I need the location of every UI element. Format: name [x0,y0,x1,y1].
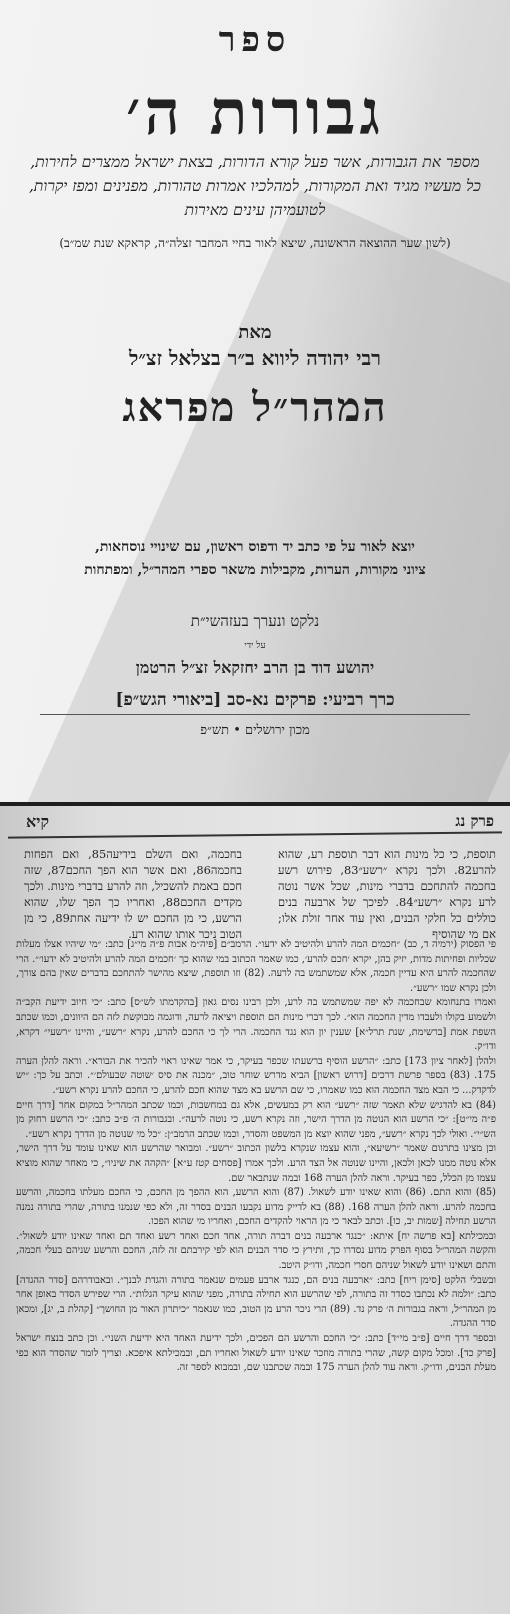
title-page-photo [0,0,510,802]
text-page-photo [0,806,510,1614]
footnote-paragraph: ובספר דרך חיים [פ״ב מי״ד] כתב: ״כי החכם והרשע הם הפכים, ולכך ידיעת האחד היא ידיעת השני״. וכן כתב בנצח ישראל [פרק כד]. ומכל מקום קשה, שהרי בתורה מוזכר שאינו יודע לשאול ואחריו תם, ובמכילתא איפכא. וצריך לומר שהסדר הוא כפי מעלת הבנים, ודו״ק. וראה עוד להלן הערה 175 ובמה שכתבנו שם, ובמבוא לספר זה. [16,1333,496,1374]
edition-intro [0,536,510,582]
page-number: קיא [26,812,50,831]
divider [40,714,470,715]
editor-name: יהושע דוד בן הרב יחזקאל זצ״ל הרטמן [135,658,375,677]
footnote-paragraph: וכן מצינו בתרגום שאמר ״רשיעא״, והוא עצמו שנקרא בלשון הכתוב ״רשע״. ומבואר שהרשע הוא שאינו עומד על דרך הישר, אלא נוטה ממנו לכאן ולכאן, והיינו שנוטה אל הצד הרע. ולכך אמרו [פסחים קטז ע״א] ״הקהה את שיניו״, כי מאחר שהוא מוציא עצמו מן הכלל, כפר בעיקר. וראה להלן הערה 168 ובמה שנתבאר שם. [16,1143,496,1184]
author-title: המהר״ל מפראג [122,384,388,431]
compiled-line: נלקט ונערך בעזהשי״ת [190,612,320,630]
publisher-line: מכון ירושלים • תש״פ [200,723,310,738]
footnote-paragraph: ובמכילתא [בא פרשה יח] איתא: ״כנגד ארבעה בנים דברה תורה, אחד חכם ואחד רשע ואחד תם ואחד שאינו יודע לשאול״. והקשה המהר״ל בסוף הפרק מדוע נסדרו כך, ותירץ כי סדר הבנים הוא לפי קירבתם זה לזה, החכם והרשע שניהם בעלי חכמה, והתם ושאינו יודע לשאול שניהם חסרי חכמה, ודו״ק היטב. [16,1230,496,1272]
footnotes [16,938,496,1606]
footnote-paragraph: (84) בא להדגיש שלא תאמר שזה ״רשע״ הוא רק במעשים, אלא גם במחשבות, וכמו שכתב המהר״ל במקום אחר [דרך חיים פ״ה מי״ט]: ״כי הרשע הוא הנוטה מן הדרך הישר, וזה נקרא רשע, כי נוטה לרעה״. ובגבורות ה׳ פ״ב כתב: ״כי הרשע רחוק מן הש״י״. ואולי לכך נקרא ״רשע״, מפני שהוא יוצא מן המשפט והסדר, וכמו שכתב הרמב״ן: ״כל מי שנוטה מן הדרך נקרא רשע״. [16,1099,496,1140]
book-title: גבורות ה׳ [126,76,384,149]
book-description [0,150,510,222]
main-text [20,846,496,941]
first-edition-note: (לשון שער ההוצאה הראשונה, שיצא לאור בחיי המחבר זצלה״ה, קראקא שנת שמ״ב) [59,236,451,250]
footnote-paragraph: ולהלן [לאחר ציון 173] כתב: ״הרשע הוסיף ברשעתו שכפר בעיקר, כי אמר שאינו ראוי להכיר את הבורא״. וראה להלן הערה 175. (83) בספר פרשת דרכים [דרוש ראשון] הביא מדרש שוחר טוב, ״מכנה את סיס ׳שוטה שבעולם׳״. וכתב על כך: ״יש לדקדק... כי הבא מצד החכמה הוא כמו שאמרו, כי שם הרשע בא מצד שהוא חכם להרע, כי החכם להרע נקרא רשע״. [16,1055,496,1096]
from-label: מאת [238,322,272,343]
main-text-column-right: תוספת, כי כל מינות הוא דבר תוספת רע, שהוא להרע82. ולכך נקרא ״רשע״83, פירוש רשע בחכמה להתחכם בדברי מינות, שכל אשר נוטה לרע נקרא ״רשע״84. לפיכך של ארבעה בנים כוללים כל חלקי הבנים, ואין עוד אחר זולת אלו; אם מי שהוסיף [278,847,496,941]
footnote-paragraph: (85) והוא התם. (86) והוא שאינו יודע לשאול. (87) והוא הרשע, הוא ההפך מן החכם, כי החכם מעלתו בחכמה, והרשע בחכמה להרע. וראה להלן הערה 168. (88) בא לדייק מדוע נקבעו הבנים בסדר זה, ולא כפי שנמנו בתורה, שהרי בתורה נמנה הרשע תחילה [שמות יב, כו]. וכתב לבאר כי מן הראוי להקדים החכם, ואחריו מי שהוא הפכו. [16,1187,496,1228]
by-label: על ידי [244,641,266,651]
shadow-overlay [7,190,510,802]
footnote-paragraph: ואמרו בתנחומא שבחכמה לא יפה שמשתמש בה לרע, ולכן רבינו נסים גאון [בהקדמתו לש״ס] כתב: ״כי חיוב ידיעת הקב״ה ולשמוע בקולו ולעבדו מדין החכמה הוא״. לכך דברי מינות הם תוספת ויציאה לרעה, ודוגמה מבוקשת לזה הם היוונים, וכמו שכתב השפת אמת [ברשימת, שנת תרל״א] שענין יון הוא נגד החכמה. הרי לך כי החכם להרע, נקרא ״רשע״, והיינו ״רשעי״ דקרא, ודו״ק. [16,997,496,1053]
volume-label: כרך רביעי: פרקים נא-סב [ביאורי הגש״פ] [115,690,395,710]
description-line: מספר את הגבורות, אשר פעל קורא הדורות, בצאת ישראל ממצרים לחירות, [30,153,480,171]
author-name: רבי יהודה ליווא ב״ר בצלאל זצ״ל [129,346,381,370]
intro-line: יוצא לאור על פי כתב יד ודפוס ראשון, עם שינויי נוסחאות, [95,539,415,555]
title-page-sefer: ספר [218,20,292,60]
chapter-label: פרק נג [455,812,494,830]
main-text-column-left: בחכמה, ואם השלם בידיעה85, ואם הפחות בחכמה86, ואם אשר הוא הפך החכם87, שזה חכם באמת להשכיל, וזה להרע בדברי מינות. ולכך מקדים החכם88, ואחריו כך הפך שלו, שהוא הרשע, כי מן החכם יש לו ידיעה אחת89, כי מן הטוב ניכר אותו שהוא רע. [24,847,243,941]
footnote-paragraph: פי הפסוק (ירמיה ד, כב) ״חכמים המה להרע ולהיטיב לא ידעו״. הרמב״ם [פיה״מ אבות פ״ה מי״ג] כתב: ״מי שיהיו אצלו מעלות שכליות ופחיתות מדות, יזיק בהן, יקרא ׳חכם להרע׳, כמו שאמר הכתוב במי שהוא כך ׳חכמים המה להרע ולהיטיב לא ידעו׳״. הרי שהחכמה להרע היא עדיין חכמה, אלא שמשתמש בה לרעה. (82) וזו תוספת, שיצא מהישר להתחכם בדברים שאין בהם צורך, ולכן נקרא שמו ״רשע״. [16,939,496,994]
description-line: לטועמיהן עינים מאירות [184,201,326,219]
description-line: כל מעשיו מגיד ואת המקורות, למהלכיו אמרות טהורות, מפנינים ומפז יקרות, [28,177,481,195]
intro-line: ציוני מקורות, הערות, מקבילות משאר ספרי המהר״ל, ומפתחות [84,562,426,578]
footnote-paragraph: ובשבלי הלקט [סימן ריח] כתב: ״ארבעה בנים הם, כנגד ארבע פעמים שנאמר בתורה והגדת לבנך״. ובאבודרהם [סדר ההגדה] כתב: ״ולמה לא נכתבו כסדר זה בתורה, לפי שהרשע הוא תחילה בתורה, מפני שהוא עיקר הגלות״. הרי שפירש הסדר באופן אחר מן המהר״ל, וראה בגבורות ה׳ פרק נד. (89) הרי ניכר הרע מן הטוב, כמו שנאמר ״כיתרון האור מן החושך״ [קהלת ב, יג], ומכאן סדר ההגדה. [16,1274,496,1330]
